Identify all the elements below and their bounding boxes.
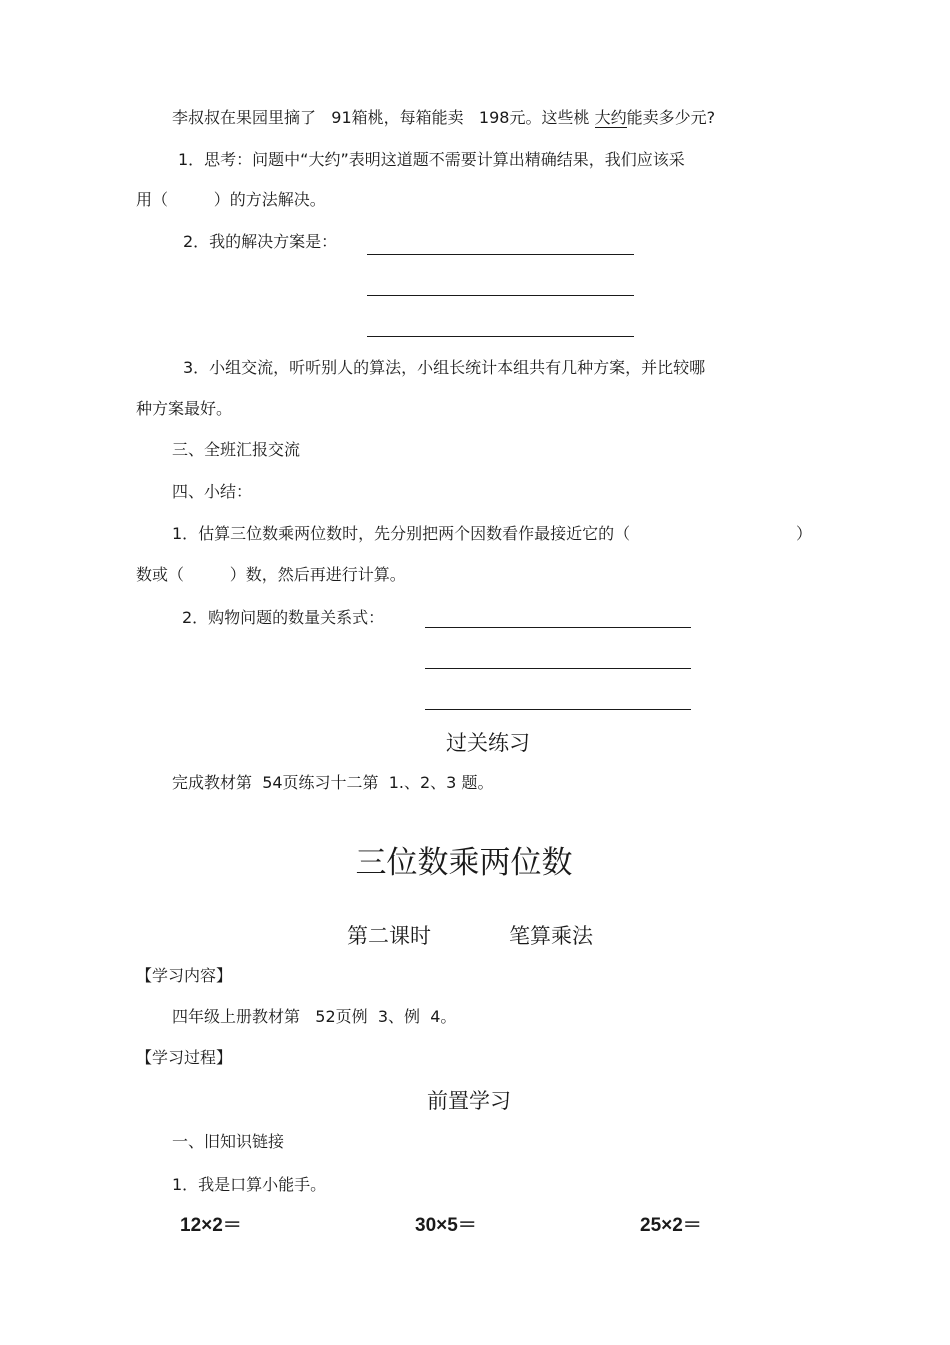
summary1-line2-b: ）数，然后再进行计算。	[229, 565, 406, 584]
practice-text-b: 页练习十二第	[282, 773, 379, 792]
content-text-c: 3、例	[377, 1007, 421, 1026]
practice-text-c: 1.、2、3 题。	[388, 773, 494, 792]
q1-line1: 1．思考：问题中“大约”表明这道题不需要计算出精确结果，我们应该采	[178, 150, 685, 169]
answer-line	[425, 668, 691, 669]
practice-text	[172, 772, 493, 794]
practice-text-a: 完成教材第	[172, 773, 253, 792]
summary1-line1-close: ）	[796, 524, 813, 543]
summary1-line2-a: 数或（	[136, 565, 185, 584]
q1-line2-b: ）的方法解决。	[213, 190, 326, 209]
lesson-subtitle-a: 第二课时	[347, 924, 431, 948]
problem-text-c: 元。这些桃	[509, 108, 590, 127]
prestudy-section1: 一、旧知识链接	[172, 1132, 285, 1151]
answer-line	[367, 336, 634, 337]
content-heading: 【学习内容】	[136, 966, 233, 985]
q3-line2: 种方案最好。	[136, 399, 233, 418]
lesson-subtitle	[0, 922, 945, 950]
prestudy-item1: 1．我是口算小能手。	[172, 1175, 327, 1194]
content-page: 52	[315, 1007, 336, 1026]
q1-line2-a: 用（	[136, 190, 169, 209]
q1-line2	[136, 189, 326, 211]
answer-line	[367, 254, 634, 255]
problem-num-price: 198	[478, 108, 510, 127]
summary2-label: 2．购物问题的数量关系式：	[182, 608, 385, 627]
content-text-d: 4。	[430, 1007, 457, 1026]
lesson-subtitle-b: 笔算乘法	[509, 924, 593, 948]
section-3-heading: 三、全班汇报交流	[172, 440, 301, 459]
content-text	[172, 1006, 456, 1028]
calc-problem: 25×2＝	[640, 1215, 702, 1236]
problem-keyword: 大约	[594, 108, 627, 127]
q2-label: 2．我的解决方案是：	[183, 232, 338, 251]
calc-problem: 12×2＝	[180, 1215, 242, 1236]
lesson-title: 三位数乘两位数	[355, 845, 573, 881]
prestudy-title: 前置学习	[427, 1089, 511, 1113]
summary1-line1-a: 1．估算三位数乘两位数时，先分别把两个因数看作最接近它的（	[172, 524, 631, 543]
answer-line	[367, 295, 634, 296]
answer-line	[425, 627, 691, 628]
summary1-line2	[136, 564, 406, 586]
content-text-b: 页例	[335, 1007, 368, 1026]
q3-line1: 3．小组交流，听听别人的算法，小组长统计本组共有几种方案，并比较哪	[183, 358, 706, 377]
practice-page: 54	[262, 773, 283, 792]
problem-text-b: 箱桃，每箱能卖	[351, 108, 464, 127]
practice-title: 过关练习	[446, 731, 530, 755]
problem-text-a: 李叔叔在果园里摘了	[172, 108, 317, 127]
summary1-line1	[172, 523, 630, 545]
problem-statement	[172, 107, 715, 129]
section-4-heading: 四、小结：	[172, 482, 253, 501]
problem-num-boxes: 91	[331, 108, 352, 127]
process-heading: 【学习过程】	[136, 1048, 233, 1067]
calc-problem: 30×5＝	[415, 1215, 477, 1236]
answer-line	[425, 709, 691, 710]
problem-text-d: 能卖多少元?	[626, 108, 716, 127]
content-text-a: 四年级上册教材第	[172, 1007, 301, 1026]
